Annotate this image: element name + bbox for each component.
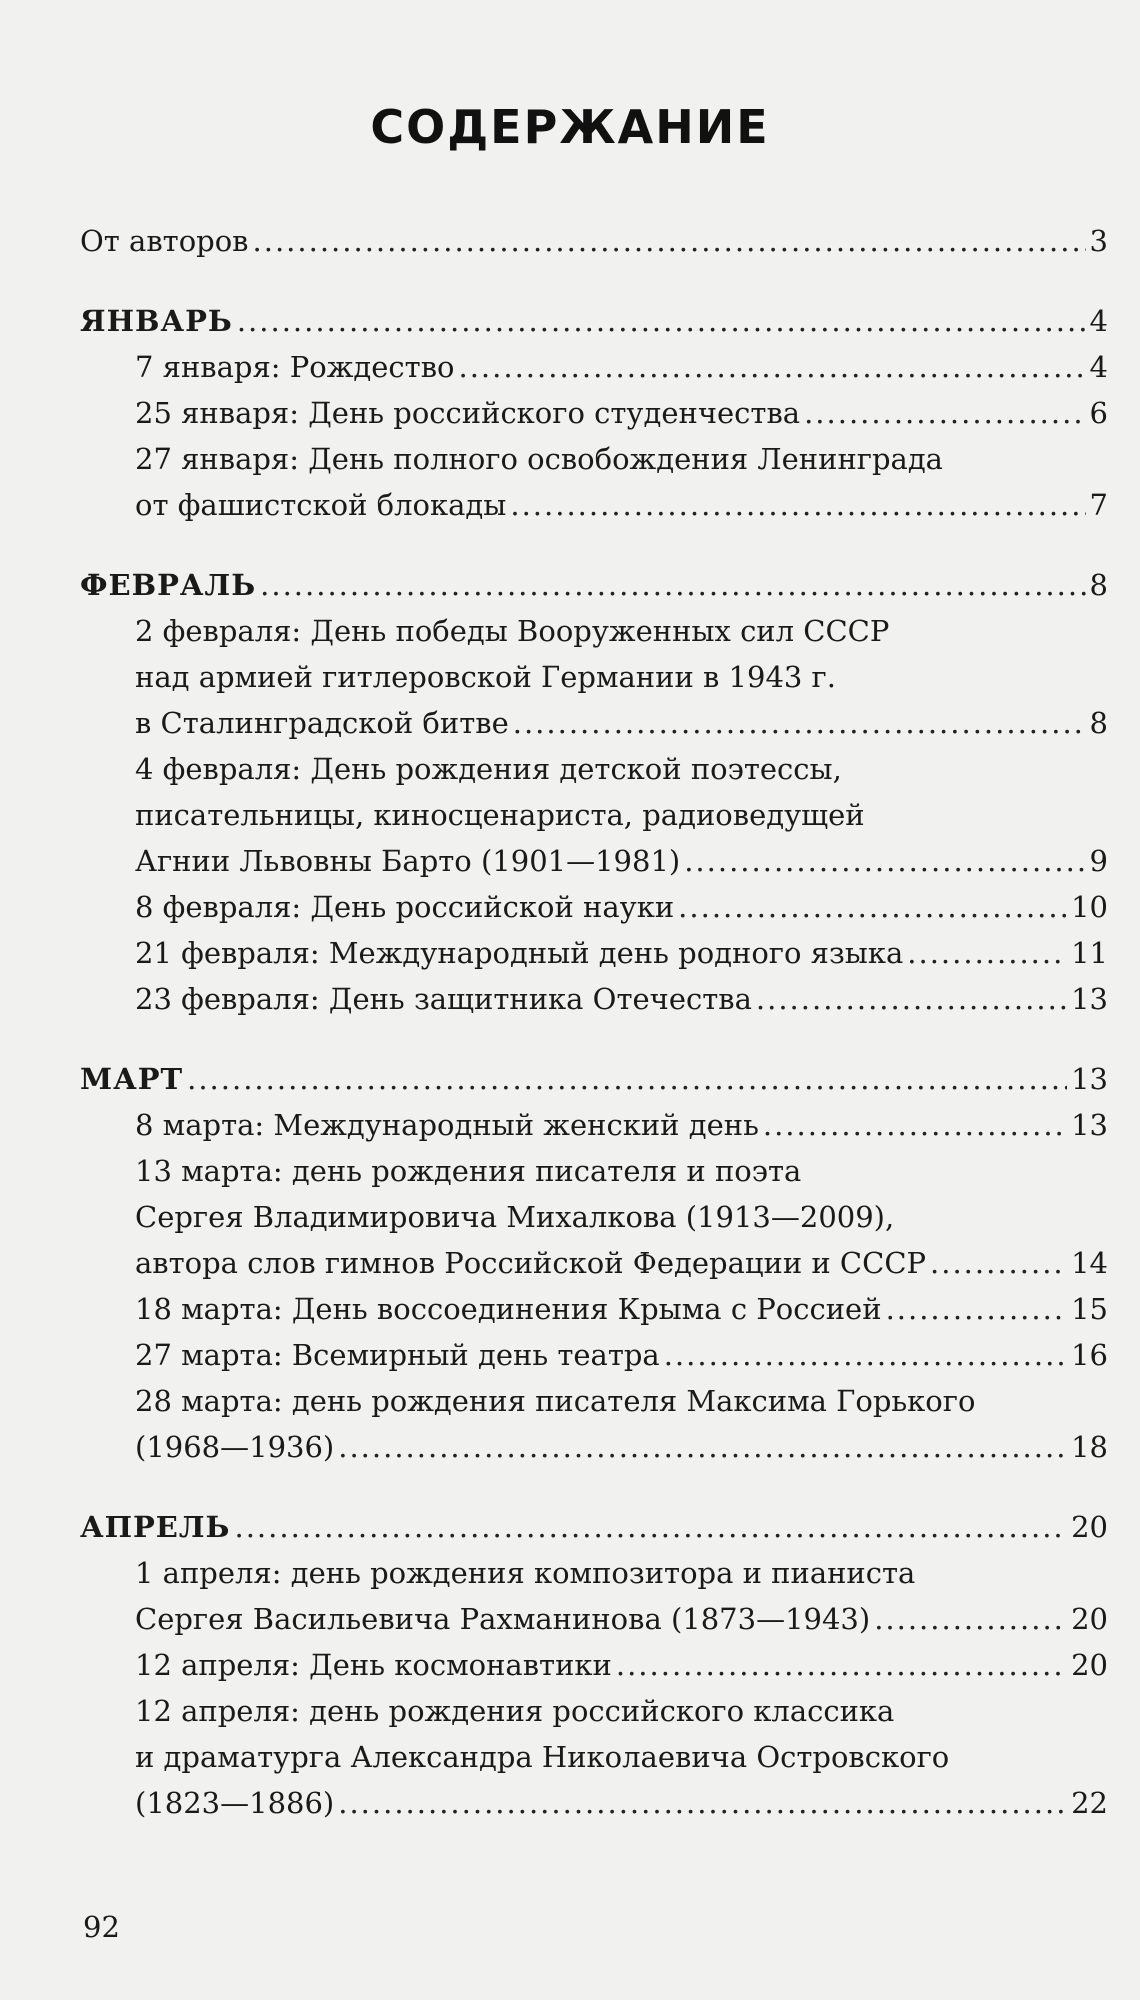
entry-label: 8 марта: Международный женский день	[135, 1108, 759, 1142]
toc-section-header	[80, 1504, 1108, 1550]
dot-leader	[804, 390, 1085, 436]
section-gap	[80, 1022, 1108, 1056]
entry-label: 25 января: День российского студенчества	[135, 396, 801, 430]
toc-entry	[80, 884, 1108, 930]
entry-label: 18 марта: День воссоединения Крыма с Россией	[135, 1292, 882, 1326]
entry-line: 1 апреля: день рождения композитора и пианиста	[135, 1556, 916, 1590]
entry-label: автора слов гимнов Российской Федерации и СССР	[135, 1246, 927, 1280]
dot-leader	[874, 1596, 1067, 1642]
dot-leader	[930, 1240, 1067, 1286]
toc-entry	[80, 390, 1108, 436]
toc-entry	[80, 930, 1108, 976]
dot-leader	[907, 930, 1067, 976]
toc-entry	[80, 1378, 1108, 1470]
entry-label: 8 февраля: День российской науки	[135, 890, 675, 924]
entry-last-row	[80, 1102, 1108, 1148]
entry-line: писательницы, киносценариста, радиоведущей	[135, 798, 865, 832]
entry-page: 15	[1071, 1292, 1108, 1326]
entry-label: 12 апреля: День космонавтики	[135, 1648, 612, 1682]
entry-last-row	[80, 1332, 1108, 1378]
entry-label: от фашистской блокады	[135, 488, 507, 522]
dot-leader	[513, 700, 1086, 746]
entry-page: 22	[1071, 1786, 1108, 1820]
section-gap	[80, 528, 1108, 562]
entry-last-row	[80, 976, 1108, 1022]
dot-leader	[510, 482, 1085, 528]
dot-leader	[338, 1424, 1067, 1470]
entry-line: 13 марта: день рождения писателя и поэта	[135, 1154, 802, 1188]
toc-entry	[80, 1550, 1108, 1642]
toc-entry	[80, 1286, 1108, 1332]
entry-page: 11	[1071, 936, 1108, 970]
entry-label: (1823—1886)	[135, 1786, 335, 1820]
entry-last-row	[80, 930, 1108, 976]
page-number: 92	[83, 1910, 120, 1944]
entry-line: над армией гитлеровской Германии в 1943 г.	[135, 660, 836, 694]
entry-page: 18	[1071, 1430, 1108, 1464]
entry-last-row	[80, 390, 1108, 436]
entry-last-row	[80, 1286, 1108, 1332]
entry-line: 2 февраля: День победы Вооруженных сил СССР	[135, 614, 890, 648]
dot-leader	[459, 344, 1086, 390]
toc-section	[80, 562, 1108, 1022]
toc-section	[80, 298, 1108, 528]
dot-leader	[756, 976, 1067, 1022]
dot-leader	[886, 1286, 1068, 1332]
toc-section-header	[80, 298, 1108, 344]
toc-entry	[80, 1642, 1108, 1688]
section-page: 8	[1089, 568, 1108, 602]
entry-last-row	[80, 1642, 1108, 1688]
entry-last-row	[80, 1596, 1108, 1642]
toc-section-header	[80, 562, 1108, 608]
dot-leader	[235, 1504, 1068, 1550]
section-page: 13	[1071, 1062, 1108, 1096]
entry-label: Агнии Львовны Барто (1901—1981)	[135, 844, 681, 878]
toc-sections	[80, 264, 1108, 1826]
toc-section	[80, 1056, 1108, 1470]
toc-entry	[80, 1148, 1108, 1286]
entry-line: Сергея Владимировича Михалкова (1913—2009),	[135, 1200, 895, 1234]
entry-line: 12 апреля: день рождения российского классика	[135, 1694, 895, 1728]
toc-entry	[80, 608, 1108, 746]
entry-line: 28 марта: день рождения писателя Максима Горького	[135, 1384, 976, 1418]
dot-leader	[678, 884, 1067, 930]
entry-page: 6	[1089, 396, 1108, 430]
section-gap	[80, 264, 1108, 298]
entry-last-row	[80, 884, 1108, 930]
dot-leader	[260, 562, 1085, 608]
dot-leader	[338, 1780, 1067, 1826]
entry-page: 13	[1071, 982, 1108, 1016]
section-title: МАРТ	[80, 1062, 184, 1096]
dot-leader	[237, 298, 1086, 344]
section-title: ФЕВРАЛЬ	[80, 568, 257, 602]
toc-section	[80, 1504, 1108, 1826]
section-gap	[80, 1470, 1108, 1504]
section-title: АПРЕЛЬ	[80, 1510, 231, 1544]
entry-label: 23 февраля: День защитника Отечества	[135, 982, 752, 1016]
entry-last-row	[80, 482, 1108, 528]
section-title: ЯНВАРЬ	[80, 304, 233, 338]
entry-last-row	[80, 344, 1108, 390]
entry-page: 14	[1071, 1246, 1108, 1280]
entry-last-row	[80, 1780, 1108, 1826]
dot-leader	[763, 1102, 1067, 1148]
entry-page: 8	[1089, 706, 1108, 740]
entry-label: 21 февраля: Международный день родного языка	[135, 936, 904, 970]
toc-intro-row	[80, 218, 1108, 264]
toc-intro-label: От авторов	[80, 224, 249, 258]
dot-leader	[187, 1056, 1067, 1102]
entry-page: 9	[1089, 844, 1108, 878]
dot-leader	[664, 1332, 1067, 1378]
dot-leader	[253, 218, 1086, 264]
entry-line: 4 февраля: День рождения детской поэтессы,	[135, 752, 842, 786]
entry-label: (1968—1936)	[135, 1430, 335, 1464]
entry-line: и драматурга Александра Николаевича Островского	[135, 1740, 950, 1774]
toc-section-header	[80, 1056, 1108, 1102]
entry-page: 20	[1071, 1602, 1108, 1636]
toc-entry	[80, 344, 1108, 390]
section-page: 20	[1071, 1510, 1108, 1544]
entry-last-row	[80, 838, 1108, 884]
entry-page: 10	[1071, 890, 1108, 924]
toc-entry	[80, 1688, 1108, 1826]
entry-last-row	[80, 1240, 1108, 1286]
table-of-contents	[80, 218, 1108, 1826]
entry-label: Сергея Васильевича Рахманинова (1873—1943)	[135, 1602, 871, 1636]
toc-entry	[80, 436, 1108, 528]
entry-last-row	[80, 1424, 1108, 1470]
dot-leader	[684, 838, 1085, 884]
entry-label: в Сталинградской битве	[135, 706, 509, 740]
entry-page: 7	[1089, 488, 1108, 522]
entry-line: 27 января: День полного освобождения Ленинграда	[135, 442, 943, 476]
entry-page: 4	[1089, 350, 1108, 384]
toc-entry	[80, 746, 1108, 884]
toc-entry	[80, 1332, 1108, 1378]
entry-label: 27 марта: Всемирный день театра	[135, 1338, 660, 1372]
section-page: 4	[1089, 304, 1108, 338]
entry-label: 7 января: Рождество	[135, 350, 455, 384]
toc-entry	[80, 1102, 1108, 1148]
toc-entry	[80, 976, 1108, 1022]
entry-page: 16	[1071, 1338, 1108, 1372]
toc-intro-page: 3	[1089, 224, 1108, 258]
entry-page: 13	[1071, 1108, 1108, 1142]
page-title: СОДЕРЖАНИЕ	[370, 100, 770, 154]
entry-last-row	[80, 700, 1108, 746]
dot-leader	[616, 1642, 1067, 1688]
entry-page: 20	[1071, 1648, 1108, 1682]
